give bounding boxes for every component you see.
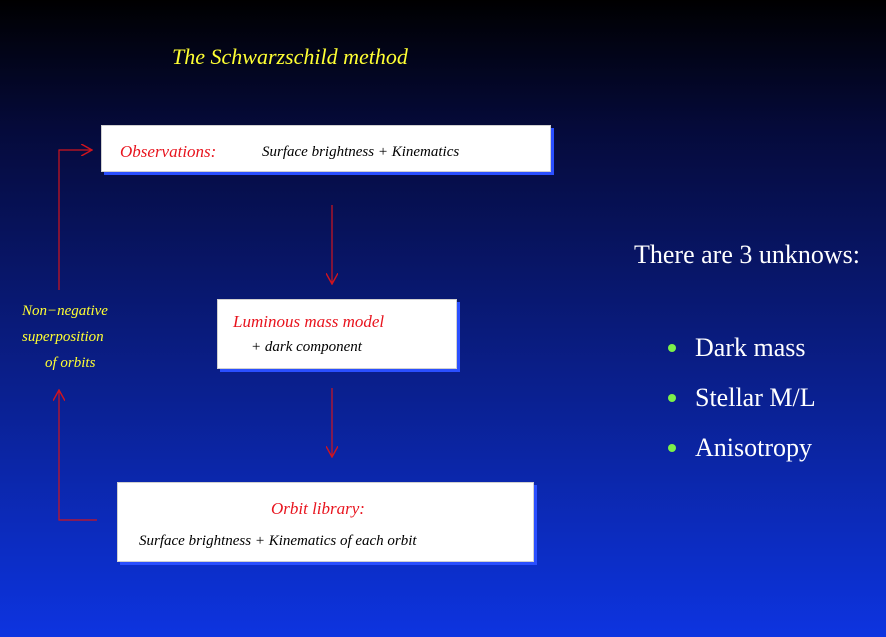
unknown-item: Dark mass [695, 333, 806, 362]
mass-model-box [217, 299, 457, 369]
orbit-library-box [117, 482, 534, 562]
mass-model-text: + dark component [251, 339, 362, 355]
unknown-item: Anisotropy [695, 433, 812, 462]
arrow-note-to-obs [59, 150, 92, 290]
bullet-icon [668, 394, 676, 402]
observations-label: Observations: [120, 142, 217, 161]
orbit-library-label: Orbit library: [271, 499, 365, 518]
observations-text: Surface brightness + Kinematics [262, 144, 460, 160]
mass-model-label: Luminous mass model [233, 312, 385, 331]
slide-title: The Schwarzschild method [172, 44, 408, 69]
bullet-icon [668, 444, 676, 452]
unknown-item: Stellar M/L [695, 383, 816, 412]
bullet-icon [668, 344, 676, 352]
arrow-orbits-to-note [59, 390, 97, 520]
unknowns-heading: There are 3 unknows: [634, 240, 860, 269]
superposition-note [22, 298, 108, 376]
note-line-3: of orbits [45, 355, 96, 371]
orbit-library-text: Surface brightness + Kinematics of each orbit [139, 533, 417, 549]
note-line-1: Non−negative [22, 303, 108, 319]
observations-box [101, 125, 551, 172]
note-line-2: superposition [22, 329, 104, 345]
